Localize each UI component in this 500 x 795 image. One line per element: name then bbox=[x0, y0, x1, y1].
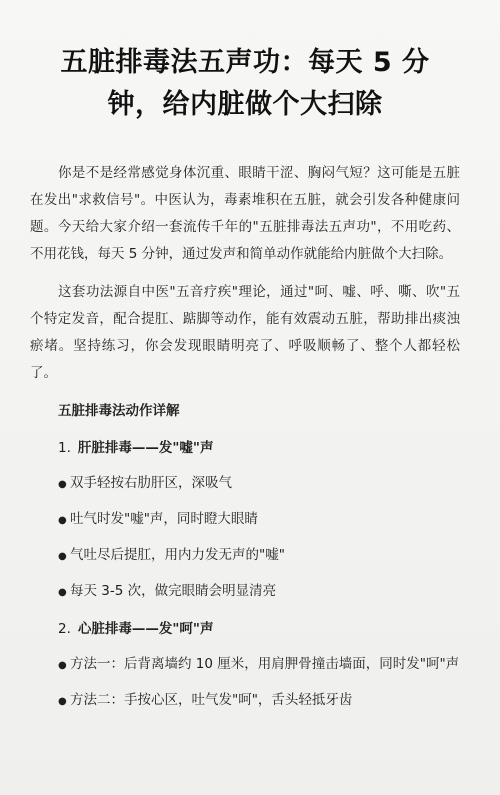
list-item bbox=[58, 542, 460, 570]
list-item bbox=[58, 687, 460, 715]
section-title: 心脏排毒——发"呵"声 bbox=[77, 621, 214, 637]
liver-section-heading bbox=[58, 435, 460, 462]
paragraph-1: 你是不是经常感觉身体沉重、眼睛干涩、胸闷气短？这可能是五脏在发出"求救信号"。中医认为，毒素堆积在五脏，就会引发各种健康问题。今天给大家介绍一套流传千年的"五脏排毒法五声功"，不用吃药、不用花钱，每天 5 分钟，通过发声和简单动作就能给内脏做个大扫除。 bbox=[30, 165, 460, 262]
list-item-text: 吐气时发"嘘"声，同时瞪大眼睛 bbox=[70, 511, 258, 527]
list-item-text: 双手轻按右肋肝区，深吸气 bbox=[70, 475, 232, 491]
list-item bbox=[58, 506, 460, 534]
article-title bbox=[30, 42, 460, 126]
bullet-icon: ● bbox=[58, 551, 67, 562]
list-item-text: 每天 3-5 次，做完眼睛会明显清亮 bbox=[70, 583, 277, 599]
list-item-text: 方法一：后背离墙约 10 厘米，用肩胛骨撞击墙面，同时发"呵"声 bbox=[70, 656, 460, 672]
bullet-icon: ● bbox=[58, 515, 67, 526]
list-item bbox=[58, 470, 460, 498]
list-item bbox=[58, 651, 460, 679]
list-item-text: 方法二：手按心区，吐气发"呵"，舌头轻抵牙齿 bbox=[70, 692, 353, 708]
section-number: 1. bbox=[58, 440, 71, 456]
article-body bbox=[30, 160, 460, 715]
bullet-icon: ● bbox=[58, 587, 67, 598]
list-item-text: 气吐尽后提肛，用内力发无声的"嘘" bbox=[70, 547, 285, 563]
title-line-2: 钟，给内脏做个大扫除 bbox=[107, 89, 383, 120]
section-heading: 五脏排毒法动作详解 bbox=[58, 403, 180, 419]
bullet-icon: ● bbox=[58, 660, 67, 671]
title-line-1: 五脏排毒法五声功：每天 5 分 bbox=[60, 47, 430, 78]
section-title: 肝脏排毒——发"嘘"声 bbox=[77, 440, 214, 456]
paragraph-2: 这套功法源自中医"五音疗疾"理论，通过"呵、嘘、呼、嘶、吹"五个特定发音，配合提肛、踮脚等动作，能有效震动五脏，帮助排出痰浊瘀堵。坚持练习，你会发现眼睛明亮了、呼吸顺畅了、整个人都轻松了。 bbox=[30, 284, 460, 381]
heart-section-heading bbox=[58, 616, 460, 643]
section-number: 2. bbox=[58, 621, 71, 637]
list-item bbox=[58, 578, 460, 606]
bullet-icon: ● bbox=[58, 696, 67, 707]
bullet-icon: ● bbox=[58, 479, 67, 490]
